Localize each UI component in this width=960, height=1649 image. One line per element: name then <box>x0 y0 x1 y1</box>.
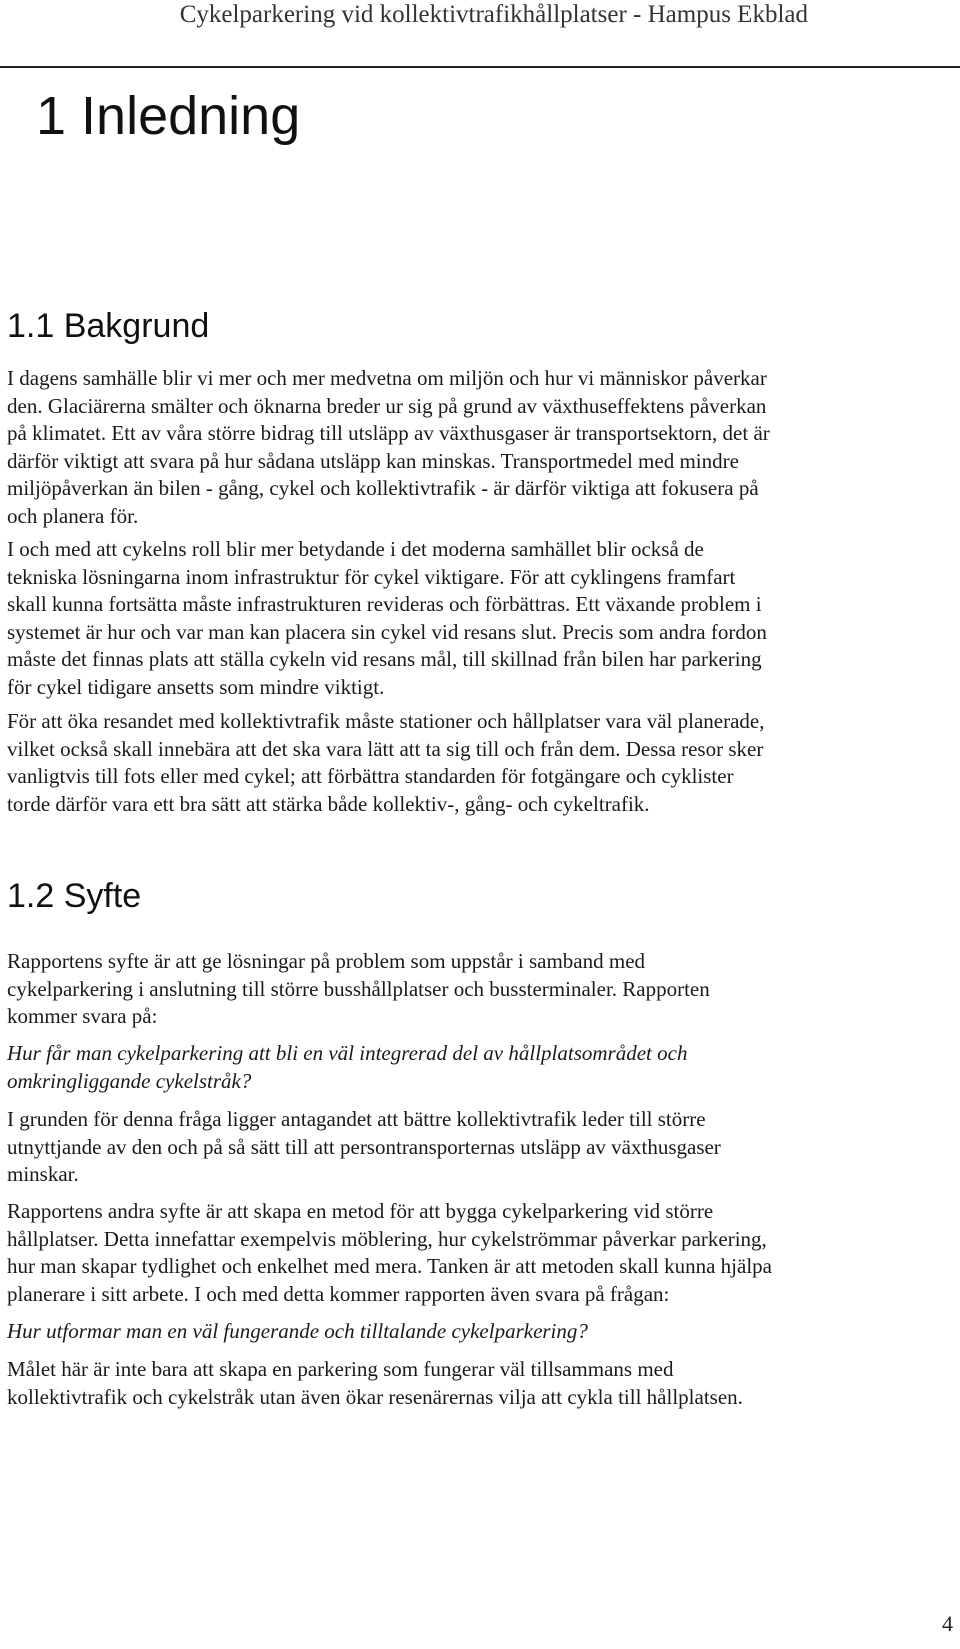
paragraph <box>7 1106 957 1189</box>
text-line: den. Glaciärerna smälter och öknarna breder ur sig på grund av växthuseffektens påverkan <box>7 393 767 418</box>
text-line: på klimatet. Ett av våra större bidrag till utsläpp av växthusgaser är transportsektorn, det är <box>7 421 770 445</box>
text-line: därför viktigt att svara på hur sådana utsläpp kan minskas. Transportmedel med mindre <box>7 448 739 473</box>
paragraph <box>7 1356 957 1411</box>
section-heading-bakgrund: 1.1 Bakgrund <box>7 307 210 345</box>
text-line: minskar. <box>7 1162 79 1186</box>
text-line: planerare i sitt arbete. I och med detta kommer rapporten även svara på frågan: <box>7 1281 670 1306</box>
page-number: 4 <box>942 1611 953 1636</box>
text-line: I dagens samhälle blir vi mer och mer medvetna om miljön och hur vi människor påverkar <box>7 366 767 390</box>
text-line: kommer svara på: <box>7 1004 158 1028</box>
text-line: miljöpåverkan än bilen - gång, cykel och kollektivtrafik - är därför viktiga att fokusera på <box>7 476 759 500</box>
text-line: skall kunna fortsätta måste infrastrukturen revideras och förbättras. Ett växande problem i <box>7 592 762 616</box>
text-line: I grunden för denna fråga ligger antagandet att bättre kollektivtrafik leder till större <box>7 1107 706 1131</box>
text-line: vanligtvis till fots eller med cykel; att förbättra standarden för fotgängare och cyklister <box>7 764 734 788</box>
question-paragraph <box>7 1318 957 1346</box>
text-line: omkringliggande cykelstråk? <box>7 1068 252 1093</box>
paragraph <box>7 365 957 530</box>
chapter-title: 1 Inledning <box>36 86 301 146</box>
text-line: kollektivtrafik och cykelstråk utan även ökar resenärernas vilja att cykla till hållplatsen. <box>7 1384 743 1409</box>
text-line: systemet är hur och var man kan placera sin cykel vid resans slut. Precis som andra fordon <box>7 619 767 644</box>
text-line: torde därför vara ett bra sätt att stärka både kollektiv-, gång- och cykeltrafik. <box>7 791 650 816</box>
text-line: för cykel tidigare ansetts som mindre viktigt. <box>7 674 385 699</box>
paragraph <box>7 1198 957 1308</box>
text-line: Rapportens syfte är att ge lösningar på problem som uppstår i samband med <box>7 949 646 973</box>
text-line: I och med att cykelns roll blir mer betydande i det moderna samhället blir också de <box>7 537 704 561</box>
question-paragraph <box>7 1040 957 1095</box>
section-heading-syfte: 1.2 Syfte <box>7 877 142 915</box>
text-line: cykelparkering i anslutning till större busshållplatser och bussterminaler. Rapporten <box>7 976 710 1001</box>
text-line: Hur får man cykelparkering att bli en väl integrerad del av hållplatsområdet och <box>7 1041 688 1065</box>
text-line: Rapportens andra syfte är att skapa en metod för att bygga cykelparkering vid större <box>7 1199 714 1223</box>
text-line: och planera för. <box>7 503 139 528</box>
text-line: måste det finnas plats att ställa cykeln vid resans mål, till skillnad från bilen har parkering <box>7 647 762 671</box>
text-line: hållplatser. Detta innefattar exempelvis möblering, hur cykelströmmar påverkar parkering, <box>7 1226 767 1251</box>
text-line: hur man skapar tydlighet och enkelhet med mera. Tanken är att metoden skall kunna hjälpa <box>7 1254 772 1278</box>
paragraph <box>7 948 957 1031</box>
text-line: vilket också skall innebära att det ska vara lätt att ta sig till och från dem. Dessa resor sker <box>7 736 764 761</box>
text-line: Hur utformar man en väl fungerande och tilltalande cykelparkering? <box>7 1319 588 1343</box>
text-line: utnyttjande av den och på så sätt till att persontransporternas utsläpp av växthusgaser <box>7 1134 721 1159</box>
paragraph <box>7 536 957 701</box>
text-line: Målet här är inte bara att skapa en parkering som fungerar väl tillsammans med <box>7 1357 674 1381</box>
running-header <box>0 0 960 68</box>
running-header-title: Cykelparkering vid kollektivtrafikhållplatser - Hampus Ekblad <box>179 1 808 28</box>
paragraph <box>7 708 957 818</box>
text-line: För att öka resandet med kollektivtrafik måste stationer och hållplatser vara väl planerade, <box>7 709 765 733</box>
text-line: tekniska lösningarna inom infrastruktur för cykel viktigare. För att cyklingens framfart <box>7 564 736 589</box>
